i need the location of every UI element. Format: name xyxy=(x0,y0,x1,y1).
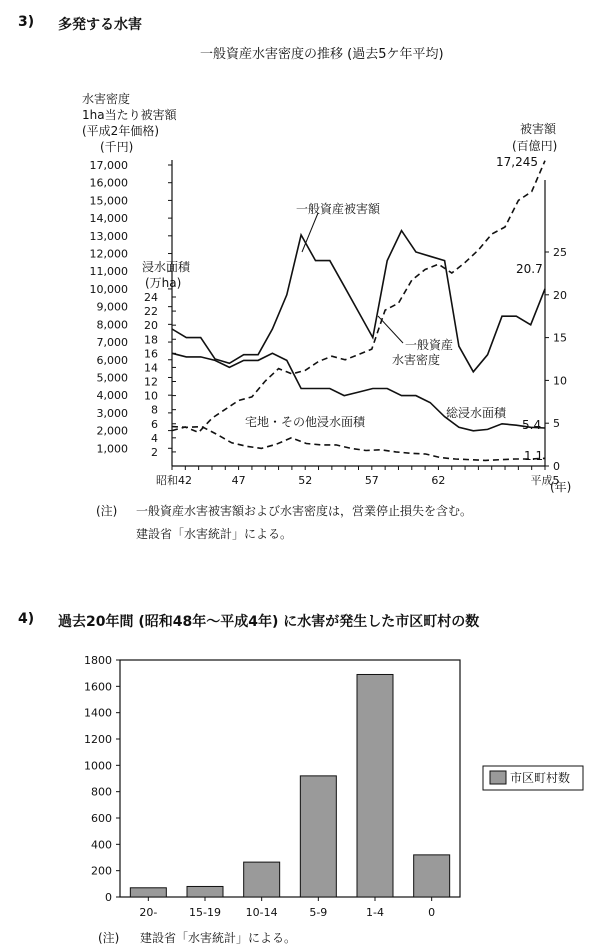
end-value-total: 5.4 xyxy=(522,418,542,432)
left-tick-label: 11,000 xyxy=(89,265,128,279)
left-tick-label: 2,000 xyxy=(96,424,128,438)
left-tick-label: 10,000 xyxy=(89,282,128,296)
bar-y-tick-label: 1200 xyxy=(84,733,112,746)
label-density-1: 一般資産 xyxy=(405,338,454,352)
inner-tick-label: 2 xyxy=(151,445,158,459)
bar-legend-label: 市区町村数 xyxy=(510,771,571,785)
bar xyxy=(414,855,450,897)
left-tick-label: 14,000 xyxy=(89,212,128,226)
note3-line-1: 一般資産水害被害額および水害密度は，営業停止損失を含む。 xyxy=(136,504,473,518)
note4-text: 建設省「水害統計」による。 xyxy=(140,931,297,945)
section4-heading: 過去20年間 (昭和48年〜平成4年) に水害が発生した市区町村の数 xyxy=(58,614,480,630)
inner-tick-label: 20 xyxy=(144,319,158,333)
inner-tick-label: 14 xyxy=(144,361,158,375)
bar-x-tick-label: 15-19 xyxy=(189,906,221,919)
section3-heading: 多発する水害 xyxy=(58,17,142,33)
left-axis-label-3: (平成2年価格) xyxy=(82,124,159,138)
end-value-residential: 1.1 xyxy=(524,449,544,463)
left-tick-label: 5,000 xyxy=(96,371,128,385)
note3-line-2: 建設省「水害統計」による。 xyxy=(136,527,293,541)
bar-y-tick-label: 1400 xyxy=(84,706,112,720)
bar-y-tick-label: 400 xyxy=(91,838,112,852)
section4-number: 4) xyxy=(18,611,35,627)
right-axis-label-1: 被害額 xyxy=(520,122,557,136)
inner-tick-label: 16 xyxy=(144,347,158,361)
inner-tick-label: 18 xyxy=(144,333,158,347)
left-tick-label: 1,000 xyxy=(96,442,128,456)
x-tick-label: 平成5 xyxy=(530,474,560,487)
x-tick-label: 52 xyxy=(298,474,313,487)
right-tick-label: 5 xyxy=(553,417,560,431)
left-tick-label: 17,000 xyxy=(89,159,128,172)
left-tick-label: 8,000 xyxy=(96,318,128,332)
bar xyxy=(300,776,336,897)
inner-tick-label: 12 xyxy=(144,375,158,389)
right-tick-label: 25 xyxy=(553,246,567,259)
x-tick-label: 57 xyxy=(364,474,379,487)
left-tick-label: 9,000 xyxy=(96,300,128,314)
bar-y-tick-label: 1800 xyxy=(84,654,112,667)
label-total-flood: 総浸水面積 xyxy=(446,406,507,420)
bar xyxy=(244,862,280,897)
inner-tick-label: 24 xyxy=(144,291,158,304)
bar-y-tick-label: 600 xyxy=(91,812,112,825)
right-tick-label: 20 xyxy=(553,288,567,302)
bar-x-tick-label: 1-4 xyxy=(366,906,384,919)
end-value-damage: 20.7 xyxy=(516,262,543,276)
left-tick-label: 7,000 xyxy=(96,336,128,350)
right-axis-label-2: (百億円) xyxy=(512,139,558,153)
left-axis-label-4: (千円) xyxy=(100,140,134,154)
bar-y-tick-label: 200 xyxy=(91,864,112,878)
left-tick-label: 4,000 xyxy=(96,389,128,403)
bar xyxy=(187,886,223,897)
left-tick-label: 13,000 xyxy=(89,229,128,243)
inner-tick-label: 8 xyxy=(151,403,158,417)
label-residential-flood: 宅地・その他浸水面積 xyxy=(245,415,366,429)
label-damage-amount: 一般資産被害額 xyxy=(296,202,381,216)
inner-axis-label-1: 浸水面積 xyxy=(142,260,191,274)
inner-tick-label: 4 xyxy=(151,431,158,445)
bar-x-tick-label: 20- xyxy=(139,906,158,919)
bar-y-tick-label: 0 xyxy=(105,891,112,904)
inner-axis-label-2: (万ha) xyxy=(145,276,182,290)
section3-number: 3) xyxy=(18,14,35,30)
x-tick-label: 昭和42 xyxy=(156,474,192,487)
end-value-density: 17,245 xyxy=(496,155,538,169)
bar-y-tick-label: 1000 xyxy=(84,759,112,773)
right-tick-label: 0 xyxy=(553,460,560,473)
inner-tick-label: 6 xyxy=(151,417,158,431)
year-unit: (年) xyxy=(550,480,572,494)
left-tick-label: 12,000 xyxy=(89,247,128,261)
note3-prefix: (注) xyxy=(96,504,118,518)
right-tick-label: 15 xyxy=(553,331,567,345)
bar-x-tick-label: 0 xyxy=(428,906,436,919)
left-tick-label: 16,000 xyxy=(89,176,128,190)
bar-x-tick-label: 5-9 xyxy=(309,906,328,919)
left-axis-label-1: 水害密度 xyxy=(82,92,131,106)
left-tick-label: 3,000 xyxy=(96,406,128,420)
inner-tick-label: 10 xyxy=(144,389,158,403)
x-tick-label: 62 xyxy=(431,474,446,487)
x-tick-label: 47 xyxy=(231,474,246,487)
bar-y-tick-label: 800 xyxy=(91,785,112,799)
line-chart-title: 一般資産水害密度の推移 (過去5ケ年平均) xyxy=(200,47,444,62)
right-tick-label: 10 xyxy=(553,374,567,388)
note4-prefix: (注) xyxy=(98,931,120,945)
bar xyxy=(357,674,393,897)
bar-legend-swatch xyxy=(490,771,506,784)
left-tick-label: 15,000 xyxy=(89,194,128,208)
left-axis-label-2: 1ha当たり被害額 xyxy=(82,108,177,122)
inner-tick-label: 22 xyxy=(144,305,158,319)
bar xyxy=(130,888,166,897)
bar-y-tick-label: 1600 xyxy=(84,680,112,694)
label-density-2: 水害密度 xyxy=(392,353,441,367)
left-tick-label: 6,000 xyxy=(96,353,128,367)
bar-x-tick-label: 10-14 xyxy=(245,906,278,919)
bar-plot-frame xyxy=(120,660,460,897)
